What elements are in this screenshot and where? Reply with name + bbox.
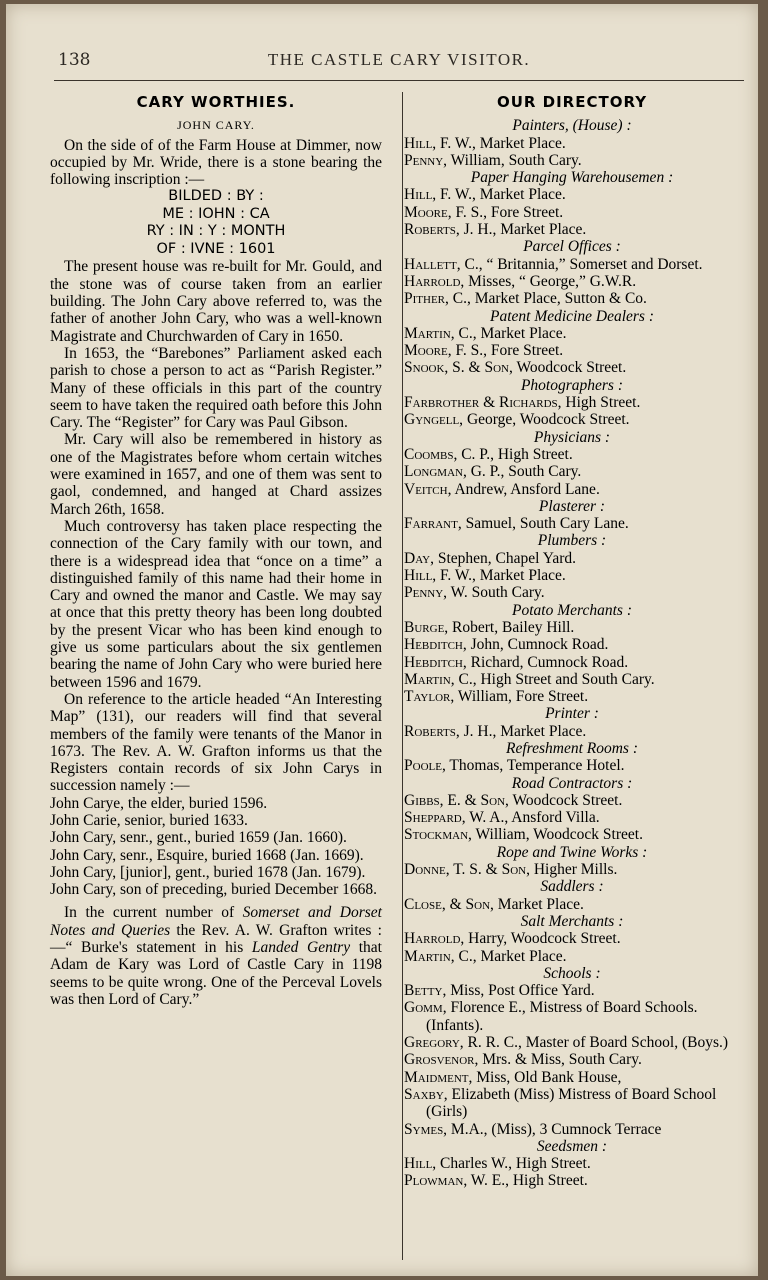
directory-entry	[404, 325, 740, 342]
directory-entry	[404, 584, 740, 601]
entry-name: Burge,	[404, 618, 449, 636]
entry-name: Hill, F. W.,	[404, 134, 476, 152]
entry-details: Fore Street.	[486, 342, 564, 360]
entry-name: Grosvenor,	[404, 1051, 479, 1069]
entry-name: Veitch,	[404, 480, 452, 498]
entry-details: Market Place.	[496, 722, 587, 740]
entry-details: William, Fore Street.	[454, 688, 589, 706]
entry-details: Ansford Villa.	[508, 809, 600, 827]
entry-name: Taylor,	[404, 688, 455, 706]
directory-entry	[404, 256, 740, 273]
entry-details: Samuel, South Cary Lane.	[461, 515, 629, 533]
directory-entry	[404, 861, 740, 878]
entry-name: Pither, C.,	[404, 290, 471, 308]
directory-entry	[404, 273, 740, 290]
entry-details: High Street.	[508, 1172, 588, 1190]
entry-details: Thomas, Temperance Hotel.	[445, 757, 625, 775]
directory-category: Printer :	[545, 705, 599, 723]
entry-details: John, Cumnock Road.	[466, 636, 609, 654]
paragraph-4: Mr. Cary will also be remembered in history as one of the Magistrates before whom certain witches were examined in 1657, and one of them was sent to gaol, condemned, and hanged at Chard assizes March 26th, 1658.	[50, 431, 382, 518]
entry-name: Gyngell,	[404, 411, 464, 429]
directory-entry	[404, 463, 740, 480]
directory-entry	[404, 1034, 740, 1051]
entry-details: High Street.	[561, 394, 641, 412]
paragraph-7: In the current number of Somerset and Dorset Notes and Queries the Rev. A. W. Grafton writes :—“ Burke's statement in his Landed Gentry that Adam de Kary was Lord of Castle Cary in 1198 seems to be quite wrong. One of the Perceval Lovels was then Lord of Cary.”	[50, 904, 382, 1008]
directory-entry	[404, 290, 740, 307]
directory-list	[404, 117, 740, 1189]
directory-category: Painters, (House) :	[512, 117, 632, 135]
entry-details: Market Place.	[475, 134, 566, 152]
burial-record: John Carye, the elder, buried 1596.	[50, 794, 268, 812]
entry-details: Market Place.	[475, 567, 566, 585]
entry-name: Plowman, W. E.,	[404, 1172, 509, 1190]
directory-entry	[404, 982, 740, 999]
entry-name: Roberts, J. H.,	[404, 722, 497, 740]
entry-details: Master of Board School, (Boys.)	[521, 1034, 729, 1052]
directory-entry	[404, 221, 740, 238]
directory-entry	[404, 792, 740, 809]
entry-name: Stockman,	[404, 826, 472, 844]
directory-title: OUR DIRECTORY	[496, 93, 648, 111]
entry-details: Woodcock Street.	[508, 791, 623, 809]
directory-category: Parcel Offices :	[523, 238, 621, 256]
column-divider	[402, 92, 403, 1260]
directory-category: Salt Merchants :	[520, 912, 624, 930]
directory-entry	[404, 999, 740, 1034]
running-title: THE CASTLE CARY VISITOR.	[267, 50, 531, 69]
entry-details: George, Woodcock Street.	[463, 411, 630, 429]
directory-entry	[404, 809, 740, 826]
entry-details: William, Woodcock Street.	[471, 826, 643, 844]
directory-category: Refreshment Rooms :	[505, 739, 638, 757]
entry-name: Saxby,	[404, 1085, 448, 1103]
paragraph-6: On reference to the article headed “An Interesting Map” (131), our readers will find that several members of the family were tenants of the Manor in 1673. The Rev. A. W. Grafton informs us that the Registers contain records of six John Carys in succession namely :—	[50, 690, 382, 795]
entry-details: Higher Mills.	[529, 861, 618, 879]
directory-entry	[404, 688, 740, 705]
directory-category: Plasterer :	[538, 497, 606, 515]
entry-name: Martin, C.,	[404, 324, 477, 342]
journal-title: Somerset and Dorset Notes and Queries	[50, 904, 382, 939]
directory-entry	[404, 654, 740, 671]
entry-name: Longman, G. P.,	[404, 463, 505, 481]
entry-name: Poole,	[404, 757, 446, 775]
entry-details: High Street and South Cary.	[476, 670, 655, 688]
entry-name: Hallett, C.,	[404, 255, 483, 273]
entry-name: Moore, F. S.,	[404, 342, 487, 360]
directory-entry	[404, 948, 740, 965]
entry-name: Harrold,	[404, 930, 465, 948]
directory-category: Plumbers :	[537, 532, 607, 550]
entry-name: Hill, F. W.,	[404, 567, 476, 585]
directory-entry	[404, 515, 740, 532]
entry-details: Robert, Bailey Hill.	[448, 618, 575, 636]
inscription-line: ME : IOHN : CA	[162, 205, 270, 222]
right-column	[404, 90, 740, 1190]
entry-details: “ Britannia,” Somerset and Dorset.	[482, 255, 703, 273]
entry-name: Moore, F. S.,	[404, 203, 487, 221]
book-title: Landed Gentry	[251, 939, 351, 957]
entry-name: Hill, F. W.,	[404, 186, 476, 204]
directory-entry	[404, 359, 740, 376]
entry-name: Maidment,	[404, 1068, 473, 1086]
directory-entry	[404, 896, 740, 913]
burial-record: John Cary, [junior], gent., buried 1678 (Jan. 1679).	[50, 863, 366, 881]
directory-category: Seedsmen :	[536, 1137, 608, 1155]
paragraph-3: In 1653, the “Barebones” Parliament asked each parish to chose a person to act as “Parish Register.” Many of these officials in this part of the country seem to have taken the required oath before this John Cary. The “Register” for Cary was Paul Gibson.	[50, 344, 382, 432]
article-title: CARY WORTHIES.	[136, 93, 296, 111]
directory-entry	[404, 1086, 740, 1121]
entry-details: Market Place.	[476, 324, 567, 342]
directory-entry	[404, 186, 740, 203]
entry-name: Gomm,	[404, 999, 447, 1017]
entry-details: Fore Street.	[486, 203, 564, 221]
directory-category: Rope and Twine Works :	[496, 843, 648, 861]
entry-name: Roberts, J. H.,	[404, 221, 497, 239]
entry-name: Martin, C.,	[404, 947, 477, 965]
directory-entry	[404, 342, 740, 359]
entry-name: Hebditch,	[404, 636, 467, 654]
paragraph-1: On the side of of the Farm House at Dimmer, now occupied by Mr. Wride, there is a stone bearing the following inscription :—	[50, 136, 382, 189]
entry-name: Farbrother & Richards,	[404, 394, 562, 412]
directory-entry	[404, 723, 740, 740]
directory-entry	[404, 930, 740, 947]
entry-details: South Cary.	[504, 463, 582, 481]
directory-category: Road Contractors :	[511, 774, 633, 792]
entry-details: High Street.	[493, 445, 573, 463]
page-header	[54, 44, 744, 81]
inscription-line: OF : IVNE : 1601	[156, 240, 276, 257]
entry-name: Penny, W.	[404, 584, 468, 602]
entry-details: Market Place.	[476, 947, 567, 965]
entry-details: Woodcock Street.	[512, 359, 627, 377]
entry-details: Miss, Old Bank House,	[472, 1068, 622, 1086]
entry-details: Stephen, Chapel Yard.	[433, 549, 577, 567]
entry-name: Hebditch,	[404, 653, 467, 671]
entry-name: Snook, S. & Son,	[404, 359, 513, 377]
directory-category: Physicians :	[533, 428, 611, 446]
entry-details: (Miss), 3 Cumnock Terrace	[487, 1120, 662, 1138]
inscription-line: RY : IN : Y : MONTH	[146, 223, 286, 240]
entry-details: Richard, Cumnock Road.	[466, 653, 629, 671]
entry-details: Mrs. & Miss, South Cary.	[478, 1051, 642, 1069]
directory-category: Paper Hanging Warehousemen :	[470, 169, 674, 187]
burial-record: John Carie, senior, buried 1633.	[50, 811, 248, 829]
directory-entry	[404, 567, 740, 584]
directory-entry	[404, 446, 740, 463]
entry-details: Andrew, Ansford Lane.	[451, 480, 600, 498]
directory-category: Schools :	[543, 964, 601, 982]
entry-name: Donne, T. S. & Son,	[404, 861, 530, 879]
directory-entry	[404, 826, 740, 843]
directory-entry	[404, 394, 740, 411]
paragraph-2: The present house was re-built for Mr. Gould, and the stone was of course taken from an earlier building. The John Cary above referred to, was the father of another John Cary, who was a well-known Magistrate and Churchwarden of Cary in 1650.	[50, 258, 382, 345]
burial-record: John Cary, senr., gent., buried 1659 (Jan. 1660).	[50, 829, 347, 847]
directory-entry	[404, 550, 740, 567]
entry-name: Farrant,	[404, 515, 462, 533]
directory-category: Saddlers :	[540, 878, 604, 896]
entry-details: Market Place.	[475, 186, 566, 204]
entry-details: Market Place.	[496, 221, 587, 239]
entry-name: Penny,	[404, 151, 448, 169]
directory-entry	[404, 757, 740, 774]
article-subtitle: JOHN CARY.	[177, 118, 255, 133]
burial-record: John Cary, son of preceding, buried December 1668.	[50, 881, 377, 899]
directory-entry	[404, 1121, 740, 1138]
page-number: 138	[58, 50, 91, 70]
entry-details: South Cary.	[467, 584, 545, 602]
entry-name: Close, & Son,	[404, 895, 494, 913]
paragraph-5: Much controversy has taken place respecting the connection of the Cary family with our town, and there is a widespread idea that “once on a time” a distinguished family of this name had their home in Cary and owned the manor and Castle. We may say at once that this pretty theory has been long doubted by the present Vicar who has been kind enough to give us some particulars about the six gentlemen bearing the name of John Cary who were buried here between 1596 and 1679.	[50, 517, 382, 691]
directory-entry	[404, 135, 740, 152]
directory-entry	[404, 671, 740, 688]
entry-name: Hill,	[404, 1155, 437, 1173]
burial-record: John Cary, senr., Esquire, buried 1668 (Jan. 1669).	[50, 846, 364, 864]
entry-name: Gibbs, E. & Son,	[404, 791, 509, 809]
directory-entry	[404, 1172, 740, 1189]
entry-details: Elizabeth (Miss) Mistress of Board School (Girls)	[426, 1085, 717, 1121]
entry-name: Betty,	[404, 982, 447, 1000]
entry-details: Market Place, Sutton & Co.	[470, 290, 647, 308]
entry-name: Symes, M.A.,	[404, 1120, 488, 1138]
entry-name: Martin, C.,	[404, 670, 477, 688]
directory-entry	[404, 152, 740, 169]
entry-details: Harry, Woodcock Street.	[464, 930, 621, 948]
entry-details: Charles W., High Street.	[436, 1155, 591, 1173]
inscription-line: BILDED : BY :	[168, 188, 264, 205]
directory-entry	[404, 619, 740, 636]
directory-entry	[404, 411, 740, 428]
entry-details: Miss, Post Office Yard.	[446, 982, 595, 1000]
directory-entry	[404, 1069, 740, 1086]
entry-details: Market Place.	[493, 895, 584, 913]
left-column	[50, 90, 382, 1008]
directory-entry	[404, 481, 740, 498]
entry-name: Gregory, R. R. C.,	[404, 1034, 522, 1052]
entry-name: Day,	[404, 549, 434, 567]
entry-details: William, South Cary.	[447, 151, 582, 169]
directory-category: Photographers :	[520, 376, 624, 394]
directory-category: Potato Merchants :	[512, 601, 632, 619]
directory-entry	[404, 1051, 740, 1068]
directory-entry	[404, 636, 740, 653]
entry-name: Coombs, C. P.,	[404, 445, 494, 463]
directory-entry	[404, 1155, 740, 1172]
entry-name: Sheppard, W. A.,	[404, 809, 509, 827]
directory-entry	[404, 204, 740, 221]
directory-category: Patent Medicine Dealers :	[490, 307, 654, 325]
entry-details: Misses, “ George,” G.W.R.	[464, 272, 637, 290]
entry-details: Florence E., Mistress of Board Schools. (Infants).	[426, 999, 698, 1034]
entry-name: Harrold,	[404, 272, 465, 290]
